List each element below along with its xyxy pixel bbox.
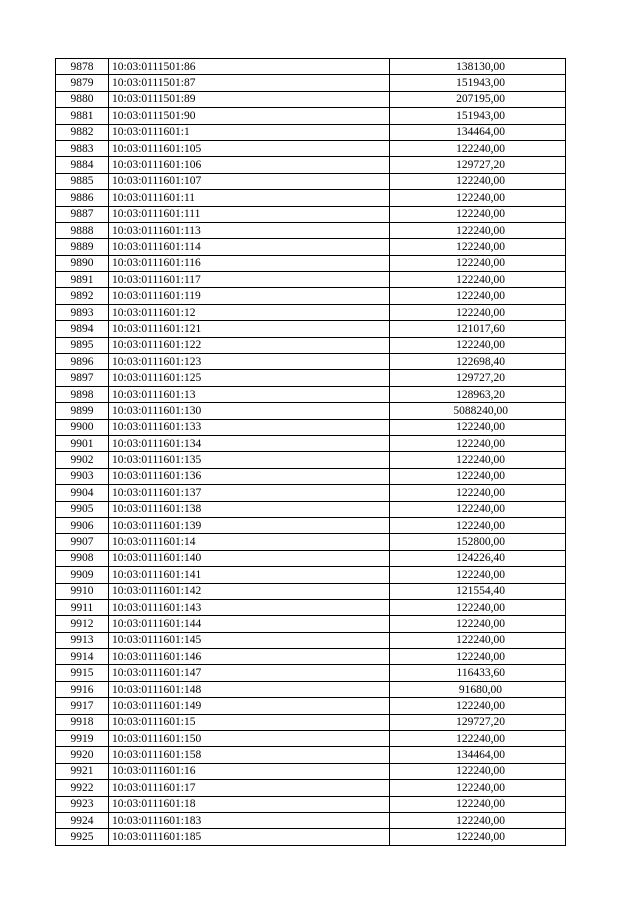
cadastral-number-cell: 10:03:0111601:117 (109, 272, 390, 288)
table-row (56, 157, 566, 173)
table-row (56, 239, 566, 255)
value-cell: 122240,00 (390, 780, 566, 796)
cadastral-number-cell: 10:03:0111601:146 (109, 649, 390, 665)
table-row (56, 632, 566, 648)
table-row (56, 124, 566, 140)
data-table (55, 58, 566, 846)
cadastral-number-cell: 10:03:0111601:105 (109, 140, 390, 156)
table-row (56, 649, 566, 665)
cadastral-number-cell: 10:03:0111601:144 (109, 616, 390, 632)
value-cell: 122240,00 (390, 173, 566, 189)
table-row (56, 599, 566, 615)
value-cell: 129727,20 (390, 714, 566, 730)
row-number-cell: 9912 (56, 616, 109, 632)
value-cell: 122240,00 (390, 763, 566, 779)
table-row (56, 140, 566, 156)
row-number-cell: 9886 (56, 190, 109, 206)
row-number-cell: 9889 (56, 239, 109, 255)
value-cell: 122240,00 (390, 288, 566, 304)
value-cell: 122240,00 (390, 435, 566, 451)
value-cell: 152800,00 (390, 534, 566, 550)
value-cell: 122240,00 (390, 485, 566, 501)
cadastral-number-cell: 10:03:0111601:185 (109, 829, 390, 845)
cadastral-number-cell: 10:03:0111601:183 (109, 812, 390, 828)
value-cell: 151943,00 (390, 75, 566, 91)
table-row (56, 747, 566, 763)
row-number-cell: 9887 (56, 206, 109, 222)
cadastral-number-cell: 10:03:0111601:121 (109, 321, 390, 337)
value-cell: 122240,00 (390, 829, 566, 845)
table-row (56, 517, 566, 533)
table-row (56, 419, 566, 435)
row-number-cell: 9893 (56, 304, 109, 320)
row-number-cell: 9908 (56, 550, 109, 566)
value-cell: 91680,00 (390, 681, 566, 697)
row-number-cell: 9882 (56, 124, 109, 140)
row-number-cell: 9907 (56, 534, 109, 550)
row-number-cell: 9914 (56, 649, 109, 665)
cadastral-number-cell: 10:03:0111601:113 (109, 222, 390, 238)
row-number-cell: 9902 (56, 452, 109, 468)
table-row (56, 304, 566, 320)
row-number-cell: 9884 (56, 157, 109, 173)
cadastral-number-cell: 10:03:0111501:87 (109, 75, 390, 91)
row-number-cell: 9919 (56, 731, 109, 747)
row-number-cell: 9899 (56, 403, 109, 419)
value-cell: 122240,00 (390, 337, 566, 353)
row-number-cell: 9911 (56, 599, 109, 615)
table-row (56, 616, 566, 632)
row-number-cell: 9891 (56, 272, 109, 288)
table-row (56, 272, 566, 288)
row-number-cell: 9897 (56, 370, 109, 386)
value-cell: 116433,60 (390, 665, 566, 681)
value-cell: 151943,00 (390, 108, 566, 124)
cadastral-number-cell: 10:03:0111601:133 (109, 419, 390, 435)
row-number-cell: 9913 (56, 632, 109, 648)
row-number-cell: 9883 (56, 140, 109, 156)
value-cell: 122240,00 (390, 452, 566, 468)
value-cell: 122240,00 (390, 731, 566, 747)
cadastral-number-cell: 10:03:0111601:107 (109, 173, 390, 189)
value-cell: 121554,40 (390, 583, 566, 599)
row-number-cell: 9909 (56, 567, 109, 583)
row-number-cell: 9901 (56, 435, 109, 451)
cadastral-number-cell: 10:03:0111601:13 (109, 386, 390, 402)
table-row (56, 567, 566, 583)
value-cell: 128963,20 (390, 386, 566, 402)
value-cell: 122698,40 (390, 354, 566, 370)
value-cell: 122240,00 (390, 468, 566, 484)
cadastral-number-cell: 10:03:0111601:140 (109, 550, 390, 566)
value-cell: 122240,00 (390, 599, 566, 615)
cadastral-number-cell: 10:03:0111601:145 (109, 632, 390, 648)
table-row (56, 173, 566, 189)
row-number-cell: 9894 (56, 321, 109, 337)
value-cell: 122240,00 (390, 140, 566, 156)
cadastral-number-cell: 10:03:0111601:150 (109, 731, 390, 747)
row-number-cell: 9878 (56, 59, 109, 75)
cadastral-number-cell: 10:03:0111601:111 (109, 206, 390, 222)
cadastral-number-cell: 10:03:0111601:12 (109, 304, 390, 320)
cadastral-number-cell: 10:03:0111601:114 (109, 239, 390, 255)
row-number-cell: 9906 (56, 517, 109, 533)
value-cell: 122240,00 (390, 812, 566, 828)
value-cell: 122240,00 (390, 632, 566, 648)
cadastral-number-cell: 10:03:0111601:106 (109, 157, 390, 173)
table-row (56, 59, 566, 75)
table-row (56, 91, 566, 107)
row-number-cell: 9922 (56, 780, 109, 796)
value-cell: 122240,00 (390, 255, 566, 271)
row-number-cell: 9915 (56, 665, 109, 681)
table-row (56, 206, 566, 222)
table-row (56, 665, 566, 681)
cadastral-number-cell: 10:03:0111601:119 (109, 288, 390, 304)
cadastral-number-cell: 10:03:0111501:90 (109, 108, 390, 124)
table-row (56, 288, 566, 304)
cadastral-number-cell: 10:03:0111501:86 (109, 59, 390, 75)
table-row (56, 108, 566, 124)
value-cell: 122240,00 (390, 796, 566, 812)
value-cell: 5088240,00 (390, 403, 566, 419)
table-row (56, 321, 566, 337)
cadastral-number-cell: 10:03:0111601:143 (109, 599, 390, 615)
cadastral-number-cell: 10:03:0111601:123 (109, 354, 390, 370)
value-cell: 122240,00 (390, 649, 566, 665)
cadastral-number-cell: 10:03:0111601:148 (109, 681, 390, 697)
row-number-cell: 9920 (56, 747, 109, 763)
table-row (56, 812, 566, 828)
row-number-cell: 9879 (56, 75, 109, 91)
value-cell: 121017,60 (390, 321, 566, 337)
row-number-cell: 9923 (56, 796, 109, 812)
row-number-cell: 9885 (56, 173, 109, 189)
cadastral-number-cell: 10:03:0111601:158 (109, 747, 390, 763)
table-row (56, 190, 566, 206)
cadastral-number-cell: 10:03:0111601:17 (109, 780, 390, 796)
value-cell: 122240,00 (390, 222, 566, 238)
table-row (56, 222, 566, 238)
cadastral-number-cell: 10:03:0111601:134 (109, 435, 390, 451)
cadastral-number-cell: 10:03:0111601:122 (109, 337, 390, 353)
cadastral-number-cell: 10:03:0111601:138 (109, 501, 390, 517)
cadastral-number-cell: 10:03:0111601:139 (109, 517, 390, 533)
table-row (56, 468, 566, 484)
row-number-cell: 9895 (56, 337, 109, 353)
value-cell: 122240,00 (390, 616, 566, 632)
table-row (56, 354, 566, 370)
cadastral-number-cell: 10:03:0111601:116 (109, 255, 390, 271)
cadastral-number-cell: 10:03:0111601:147 (109, 665, 390, 681)
value-cell: 124226,40 (390, 550, 566, 566)
cadastral-number-cell: 10:03:0111601:141 (109, 567, 390, 583)
table-row (56, 435, 566, 451)
table-row (56, 452, 566, 468)
cadastral-number-cell: 10:03:0111501:89 (109, 91, 390, 107)
cadastral-number-cell: 10:03:0111601:18 (109, 796, 390, 812)
value-cell: 122240,00 (390, 206, 566, 222)
cadastral-number-cell: 10:03:0111601:137 (109, 485, 390, 501)
cadastral-number-cell: 10:03:0111601:149 (109, 698, 390, 714)
row-number-cell: 9904 (56, 485, 109, 501)
row-number-cell: 9921 (56, 763, 109, 779)
row-number-cell: 9892 (56, 288, 109, 304)
table-row (56, 698, 566, 714)
table-row (56, 386, 566, 402)
cadastral-number-cell: 10:03:0111601:125 (109, 370, 390, 386)
row-number-cell: 9896 (56, 354, 109, 370)
table-row (56, 550, 566, 566)
value-cell: 122240,00 (390, 567, 566, 583)
row-number-cell: 9924 (56, 812, 109, 828)
table-row (56, 403, 566, 419)
cadastral-number-cell: 10:03:0111601:142 (109, 583, 390, 599)
table-row (56, 534, 566, 550)
value-cell: 138130,00 (390, 59, 566, 75)
row-number-cell: 9898 (56, 386, 109, 402)
value-cell: 129727,20 (390, 157, 566, 173)
table-row (56, 829, 566, 845)
row-number-cell: 9916 (56, 681, 109, 697)
value-cell: 122240,00 (390, 698, 566, 714)
table-row (56, 714, 566, 730)
row-number-cell: 9888 (56, 222, 109, 238)
table-body (56, 59, 566, 846)
value-cell: 134464,00 (390, 124, 566, 140)
value-cell: 134464,00 (390, 747, 566, 763)
table-row (56, 337, 566, 353)
row-number-cell: 9910 (56, 583, 109, 599)
row-number-cell: 9905 (56, 501, 109, 517)
row-number-cell: 9918 (56, 714, 109, 730)
value-cell: 122240,00 (390, 517, 566, 533)
table-row (56, 583, 566, 599)
cadastral-number-cell: 10:03:0111601:15 (109, 714, 390, 730)
row-number-cell: 9890 (56, 255, 109, 271)
value-cell: 207195,00 (390, 91, 566, 107)
row-number-cell: 9903 (56, 468, 109, 484)
cadastral-number-cell: 10:03:0111601:1 (109, 124, 390, 140)
table-row (56, 763, 566, 779)
cadastral-number-cell: 10:03:0111601:136 (109, 468, 390, 484)
cadastral-number-cell: 10:03:0111601:14 (109, 534, 390, 550)
value-cell: 122240,00 (390, 239, 566, 255)
table-row (56, 501, 566, 517)
cadastral-number-cell: 10:03:0111601:135 (109, 452, 390, 468)
table-row (56, 731, 566, 747)
value-cell: 122240,00 (390, 501, 566, 517)
row-number-cell: 9925 (56, 829, 109, 845)
row-number-cell: 9881 (56, 108, 109, 124)
value-cell: 122240,00 (390, 304, 566, 320)
table-row (56, 681, 566, 697)
value-cell: 122240,00 (390, 272, 566, 288)
cadastral-number-cell: 10:03:0111601:130 (109, 403, 390, 419)
table-row (56, 255, 566, 271)
table-row (56, 780, 566, 796)
row-number-cell: 9880 (56, 91, 109, 107)
value-cell: 122240,00 (390, 419, 566, 435)
table-row (56, 370, 566, 386)
table-row (56, 75, 566, 91)
value-cell: 129727,20 (390, 370, 566, 386)
row-number-cell: 9900 (56, 419, 109, 435)
table-row (56, 796, 566, 812)
value-cell: 122240,00 (390, 190, 566, 206)
row-number-cell: 9917 (56, 698, 109, 714)
cadastral-number-cell: 10:03:0111601:11 (109, 190, 390, 206)
table-row (56, 485, 566, 501)
cadastral-number-cell: 10:03:0111601:16 (109, 763, 390, 779)
